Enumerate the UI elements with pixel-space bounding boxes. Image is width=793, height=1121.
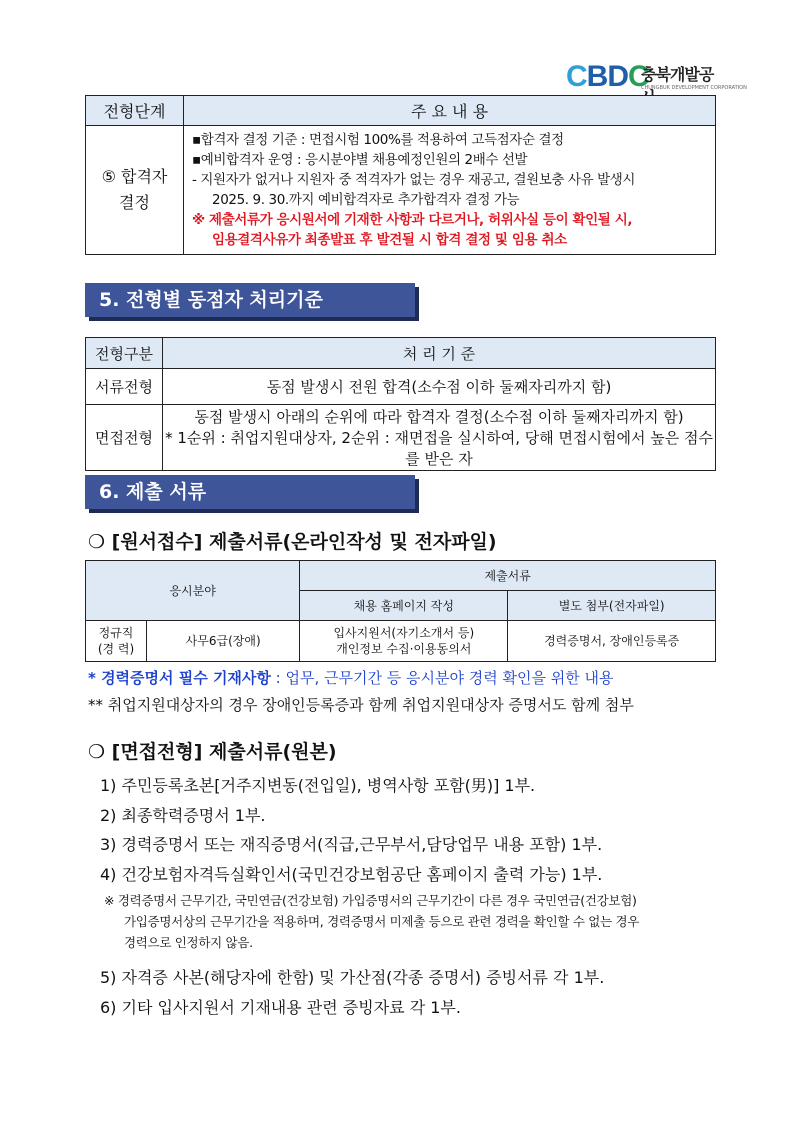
- selection-stage-table: [85, 95, 716, 255]
- row-rule-cell: [163, 405, 716, 471]
- row-category: [86, 621, 147, 662]
- header-attach: 별도 첨부(전자파일): [508, 591, 716, 621]
- subheader-interview: ❍ [면접전형] 제출서류(원본): [88, 741, 337, 763]
- note-employment-support: ** 취업지원대상자의 경우 장애인등록증과 함께 취업지원대상자 증명서도 함께 첨부: [88, 696, 634, 714]
- table-header: 처 리 기 준: [163, 338, 716, 369]
- tie-rules-table: [85, 337, 716, 471]
- logo-letter: D: [607, 60, 629, 93]
- section-header-tie-rules: 5. 전형별 동점자 처리기준: [85, 283, 415, 317]
- content-line: ▪예비합격자 운영 : 응시분야별 채용예정인원의 2배수 선발: [192, 152, 528, 168]
- table-header: 전형구분: [86, 338, 163, 369]
- list-item: 3) 경력증명서 또는 재직증명서(직급,근무부서,담당업무 내용 포함) 1부.: [100, 835, 603, 854]
- logo-name: 충북개발공: [641, 65, 714, 84]
- web-doc: 개인정보 수집·이용동의서: [336, 642, 472, 656]
- stage-cell: [86, 126, 184, 255]
- row-rule: 동점 발생시 아래의 순위에 따라 합격자 결정(소수점 이하 둘째자리까지 함): [194, 408, 684, 426]
- list-item: 6) 기타 입사지원서 기재내용 관련 증빙자료 각 1부.: [100, 998, 461, 1017]
- subheader-application: ❍ [원서접수] 제출서류(온라인작성 및 전자파일): [88, 531, 497, 553]
- logo-mark: [566, 60, 649, 94]
- logo-letter: C: [628, 60, 649, 93]
- stage-label: ⑤ 합격자: [101, 167, 168, 186]
- row-attach-docs: 경력증명서, 장애인등록증: [508, 621, 716, 662]
- table-header: 주 요 내 용: [184, 96, 716, 126]
- list-item: 1) 주민등록초본[거주지변동(전입일), 병역사항 포함(男)] 1부.: [100, 776, 536, 795]
- row-field: 사무6급(장애): [147, 621, 300, 662]
- table-row: [86, 369, 716, 405]
- category-label: 정규직: [98, 626, 134, 640]
- logo-letter: C: [566, 60, 587, 93]
- row-type: 서류전형: [86, 369, 163, 405]
- row-type: 면접전형: [86, 405, 163, 471]
- remark-line: ※ 경력증명서 근무기간, 국민연금(건강보험) 가입증명서의 근무기간이 다른 경우 국민연금(건강보험): [104, 893, 637, 908]
- row-note: * 1순위 : 취업지원대상자, 2순위 : 재면접을 실시하여, 당해 면접시험에서 높은 점수를 받은 자: [165, 429, 713, 468]
- stage-content: [184, 126, 716, 255]
- list-item: 4) 건강보험자격득실확인서(국민건강보험공단 홈페이지 출력 가능) 1부.: [100, 865, 603, 884]
- header-field: 응시분야: [86, 561, 300, 621]
- category-label: (경 력): [97, 642, 135, 656]
- stage-label: 결정: [119, 193, 150, 212]
- table-row: [86, 405, 716, 471]
- logo-letter: B: [586, 60, 608, 93]
- remark-line: 가입증명서상의 근무기간을 적용하며, 경력증명서 미제출 등으로 관련 경력을 확인할 수 없는 경우: [124, 914, 640, 929]
- table-row: [86, 621, 716, 662]
- section-header-documents: 6. 제출 서류: [85, 475, 415, 509]
- remark: [104, 890, 719, 953]
- content-line: 2025. 9. 30.까지 예비합격자로 추가합격자 결정 가능: [212, 192, 520, 208]
- table-header: 전형단계: [86, 96, 184, 126]
- row-web-docs: [300, 621, 508, 662]
- company-logo: [566, 58, 747, 96]
- note-career-cert: [88, 667, 613, 688]
- logo-subtitle: CHUNGBUK DEVELOPMENT CORPORATION: [641, 85, 747, 91]
- content-line: - 지원자가 없거나 지원자 중 적격자가 없는 경우 재공고, 결원보충 사유 발생시: [192, 172, 636, 188]
- web-doc: 입사지원서(자기소개서 등): [333, 626, 475, 640]
- header-docs: 제출서류: [300, 561, 716, 591]
- content-line: ▪합격자 결정 기준 : 면접시험 100%를 적용하여 고득점자순 결정: [192, 132, 564, 148]
- warning-line: 임용결격사유가 최종발표 후 발견될 시 합격 결정 및 임용 취소: [212, 232, 567, 248]
- warning-line: ※ 제출서류가 응시원서에 기재한 사항과 다르거나, 허위사실 등이 확인될 시,: [192, 212, 633, 228]
- list-item: 2) 최종학력증명서 1부.: [100, 806, 266, 825]
- row-rule: 동점 발생시 전원 합격(소수점 이하 둘째자리까지 함): [163, 369, 716, 405]
- list-item: 5) 자격증 사본(해당자에 한함) 및 가산점(각종 증명서) 증빙서류 각 1부.: [100, 968, 605, 987]
- note-bold: * 경력증명서 필수 기재사항: [88, 669, 271, 687]
- remark-line: 경력으로 인정하지 않음.: [124, 935, 253, 950]
- application-docs-table: [85, 560, 716, 662]
- header-web: 채용 홈페이지 작성: [300, 591, 508, 621]
- note-rest: : 업무, 근무기간 등 응시분야 경력 확인을 위한 내용: [270, 669, 614, 687]
